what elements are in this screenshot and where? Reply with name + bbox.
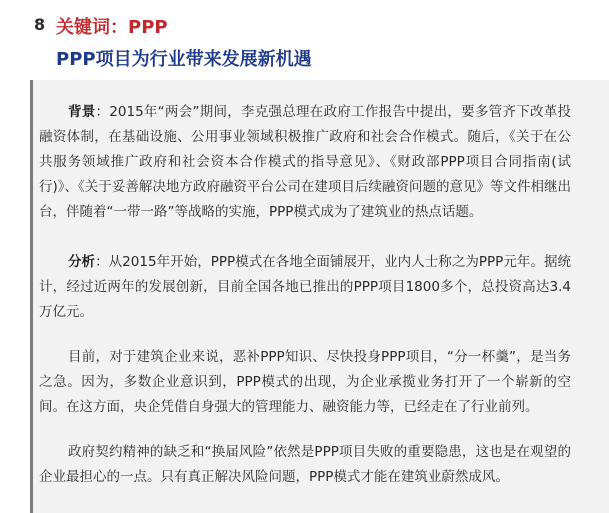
paragraph-lead: 背景 xyxy=(68,104,96,120)
section-header xyxy=(0,0,609,80)
paragraph-risk xyxy=(39,440,571,490)
paragraph-lead: 分析 xyxy=(68,254,96,270)
paragraph-text: 目前，对于建筑企业来说，恶补PPP知识、尽快投身PPP项目，“分一杯羹”，是当务之急。因为，多数企业意识到，PPP模式的出现，为企业承揽业务打开了一个崭新的空间。在这方面，央企凭借自身强大的管理能力、融资能力等，已经走在了行业前列。 xyxy=(39,349,571,415)
paragraph-current-situation xyxy=(39,345,571,420)
headline: PPP项目为行业带来发展新机遇 xyxy=(56,49,312,70)
keyword-label: 关键词：PPP xyxy=(56,17,168,38)
paragraph-text: 政府契约精神的缺乏和“换届风险”依然是PPP项目失败的重要隐患，这也是在观望的企业最担心的一点。只有真正解决风险问题，PPP模式才能在建筑业蔚然成风。 xyxy=(39,444,571,485)
paragraph-background xyxy=(39,100,571,225)
item-number: 8 xyxy=(34,15,46,34)
paragraph-sep: ： xyxy=(95,104,110,120)
paragraph-sep: ： xyxy=(95,254,109,270)
paragraph-text: 从2015年开始，PPP模式在各地全面铺展开，业内人士称之为PPP元年。据统计，经过近两年的发展创新，目前全国各地已推出的PPP项目1800多个，总投资高达3.4万亿元。 xyxy=(39,254,572,320)
paragraph-analysis xyxy=(39,250,571,325)
paragraph-text: 2015年“两会”期间，李克强总理在政府工作报告中提出，要多管齐下改革投融资体制，在基础设施、公用事业领域积极推广政府和社会合作模式。随后，《关于在公共服务领域推广政府和社会资本合作模式的指导意见》、《财政部PPP项目合同指南(试行)》、《关于妥善解决地方政府融资平台公司在建项目后续融资问题的意见》等文件相继出台，伴随着“一带一路”等战略的实施，PPP模式成为了建筑业的热点话题。 xyxy=(39,104,572,220)
